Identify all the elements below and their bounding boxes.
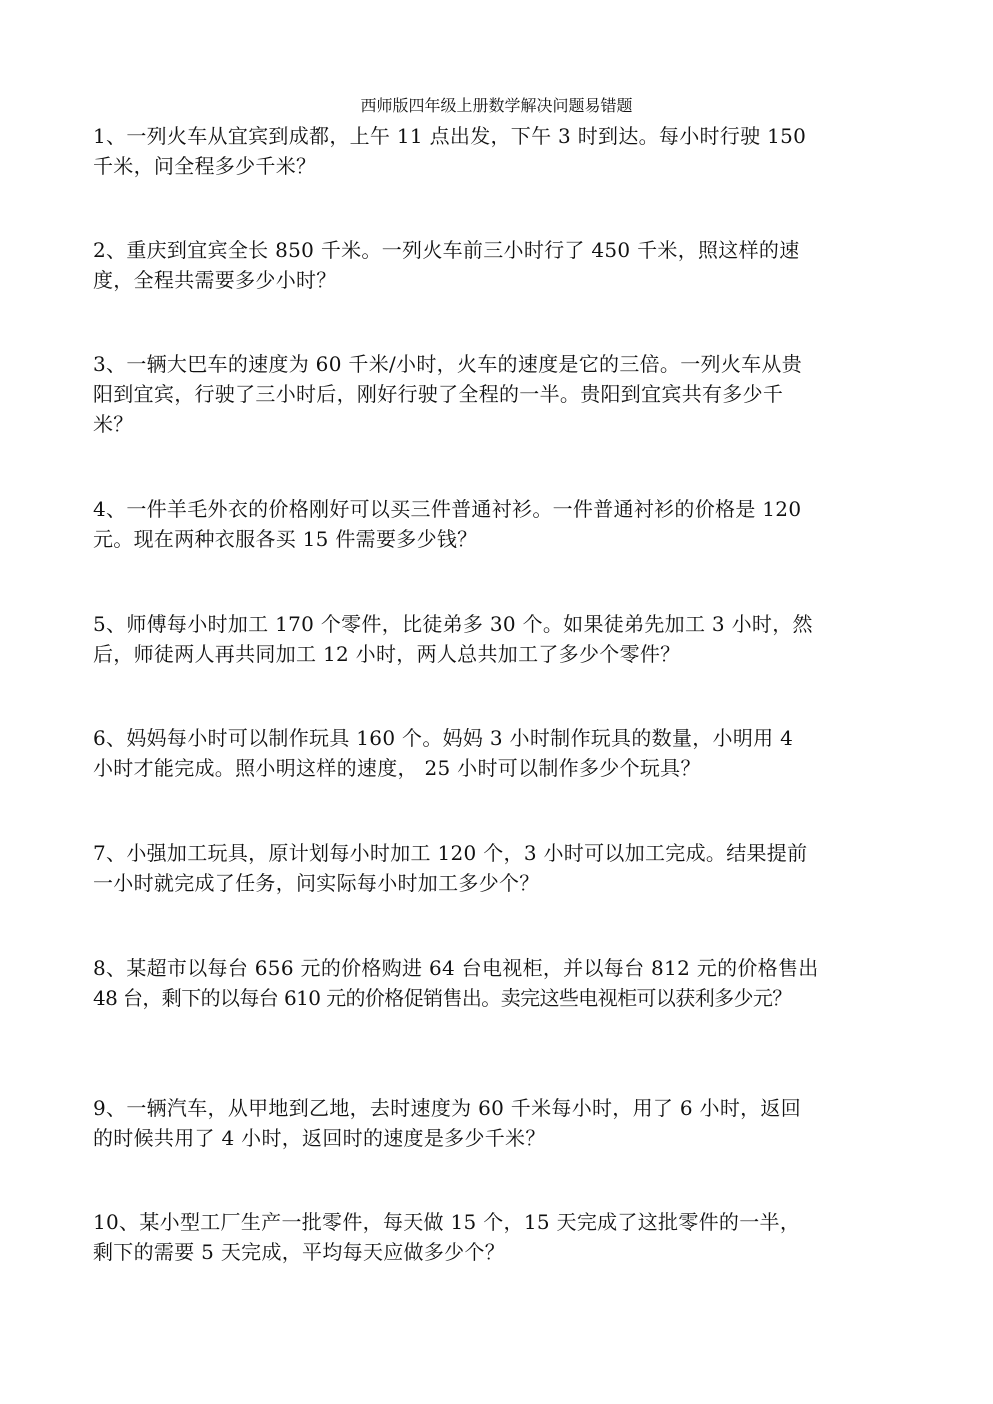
question-8 — [93, 953, 905, 1013]
question-line: 6、妈妈每小时可以制作玩具 160 个。妈妈 3 小时制作玩具的数量，小明用 4 — [93, 726, 794, 750]
question-line: 的时候共用了 4 小时，返回时的速度是多少千米？ — [93, 1126, 546, 1150]
question-3 — [93, 349, 905, 439]
question-line: 元。现在两种衣服各买 15 件需要多少钱？ — [93, 527, 478, 551]
question-line: 千米，问全程多少千米？ — [93, 154, 317, 178]
question-line: 7、小强加工玩具，原计划每小时加工 120 个，3 小时可以加工完成。结果提前 — [93, 841, 808, 865]
question-line: 度，全程共需要多少小时？ — [93, 268, 337, 292]
question-line: 9、一辆汽车，从甲地到乙地，去时速度为 60 千米每小时，用了 6 小时，返回 — [93, 1096, 802, 1120]
question-line: 一小时就完成了任务，问实际每小时加工多少个？ — [93, 871, 540, 895]
question-line: 48 台，剩下的以每台 610 元的价格促销售出。卖完这些电视柜可以获利多少元？ — [93, 986, 792, 1010]
question-7 — [93, 838, 905, 898]
question-line: 10、某小型工厂生产一批零件，每天做 15 个，15 天完成了这批零件的一半， — [93, 1210, 801, 1234]
question-line: 3、一辆大巴车的速度为 60 千米/小时，火车的速度是它的三倍。一列火车从贵 — [93, 352, 803, 376]
question-line: 小时才能完成。照小明这样的速度， 25 小时可以制作多少个玩具？ — [93, 756, 701, 780]
question-1 — [93, 121, 905, 181]
question-line: 1、一列火车从宜宾到成都，上午 11 点出发，下午 3 时到达。每小时行驶 150 — [93, 124, 807, 148]
question-line: 阳到宜宾，行驶了三小时后，刚好行驶了全程的一半。贵阳到宜宾共有多少千 — [93, 382, 784, 406]
question-line: 5、师傅每小时加工 170 个零件，比徒弟多 30 个。如果徒弟先加工 3 小时，然 — [93, 612, 813, 636]
question-4 — [93, 494, 905, 554]
question-line: 米？ — [93, 412, 134, 436]
question-line: 2、重庆到宜宾全长 850 千米。一列火车前三小时行了 450 千米，照这样的速 — [93, 238, 800, 262]
question-2 — [93, 235, 905, 295]
question-10 — [93, 1207, 905, 1267]
question-line: 8、某超市以每台 656 元的价格购进 64 台电视柜，并以每台 812 元的价格售出 — [93, 956, 819, 980]
page-title: 西师版四年级上册数学解决问题易错题 — [360, 96, 633, 115]
question-5 — [93, 609, 905, 669]
question-9 — [93, 1093, 905, 1153]
question-6 — [93, 723, 905, 783]
question-line: 后，师徒两人再共同加工 12 小时，两人总共加工了多少个零件？ — [93, 642, 681, 666]
question-line: 剩下的需要 5 天完成，平均每天应做多少个？ — [93, 1240, 506, 1264]
question-line: 4、一件羊毛外衣的价格刚好可以买三件普通衬衫。一件普通衬衫的价格是 120 — [93, 497, 802, 521]
